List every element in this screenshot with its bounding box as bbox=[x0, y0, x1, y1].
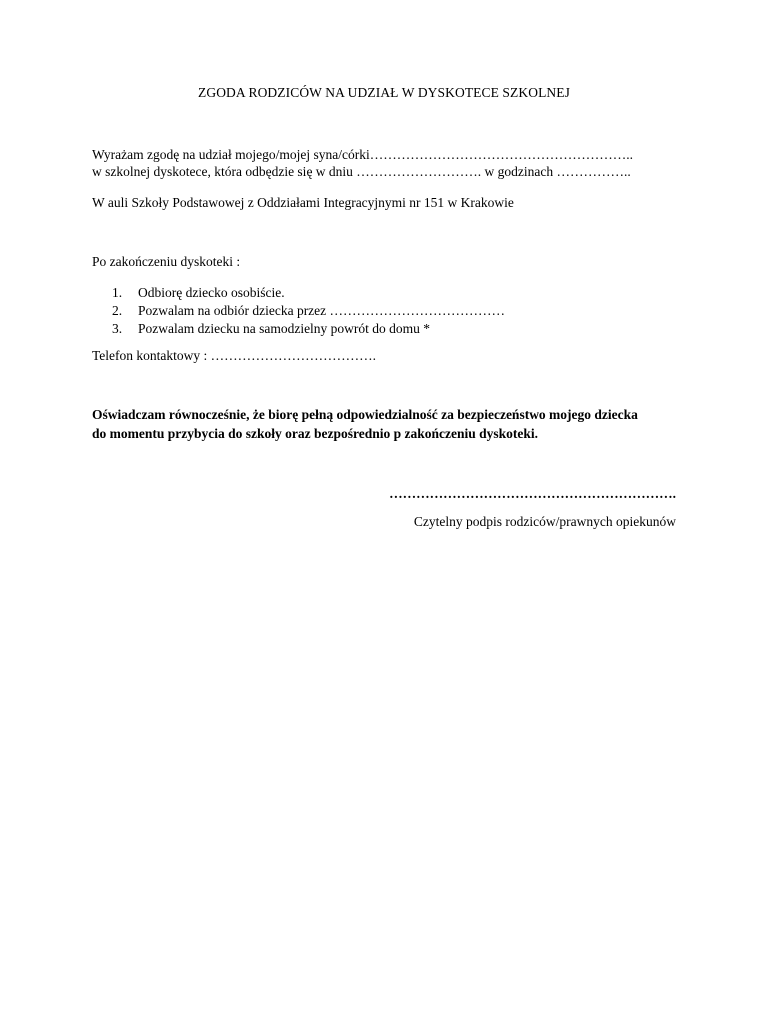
phone-line: Telefon kontaktowy : ………………………………. bbox=[92, 348, 377, 363]
pickup-option-1 bbox=[112, 284, 505, 302]
option-text: Pozwalam dziecku na samodzielny powrót do domu * bbox=[138, 321, 431, 336]
signature-field-dots: ………………………………………………………. bbox=[389, 486, 676, 501]
pickup-option-3 bbox=[112, 320, 505, 338]
pickup-option-2 bbox=[112, 302, 505, 320]
declaration-line-1: Oświadczam równocześnie, że biorę pełną odpowiedzialność za bezpieczeństwo mojego dziecka bbox=[92, 407, 638, 422]
option-number: 1. bbox=[112, 285, 123, 300]
document-title: ZGODA RODZICÓW NA UDZIAŁ W DYSKOTECE SZKOLNEJ bbox=[198, 85, 570, 100]
consent-line-1: Wyrażam zgodę na udział mojego/mojej syna/córki………………………………………………….. bbox=[92, 147, 633, 162]
pickup-options-list bbox=[112, 284, 505, 338]
location-line: W auli Szkoły Podstawowej z Oddziałami Integracyjnymi nr 151 w Krakowie bbox=[92, 195, 514, 210]
consent-line-2: w szkolnej dyskotece, która odbędzie się w dniu ………………………. w godzinach …………….. bbox=[92, 164, 631, 179]
option-text: Odbiorę dziecko osobiście. bbox=[138, 285, 285, 300]
option-number: 2. bbox=[112, 303, 123, 318]
declaration-line-2: do momentu przybycia do szkoły oraz bezpośrednio p zakończeniu dyskoteki. bbox=[92, 426, 539, 441]
option-number: 3. bbox=[112, 321, 123, 336]
signature-caption: Czytelny podpis rodziców/prawnych opiekunów bbox=[413, 514, 676, 529]
after-disco-heading: Po zakończeniu dyskoteki : bbox=[92, 254, 241, 269]
option-text: Pozwalam na odbiór dziecka przez ………………………………… bbox=[138, 303, 506, 318]
